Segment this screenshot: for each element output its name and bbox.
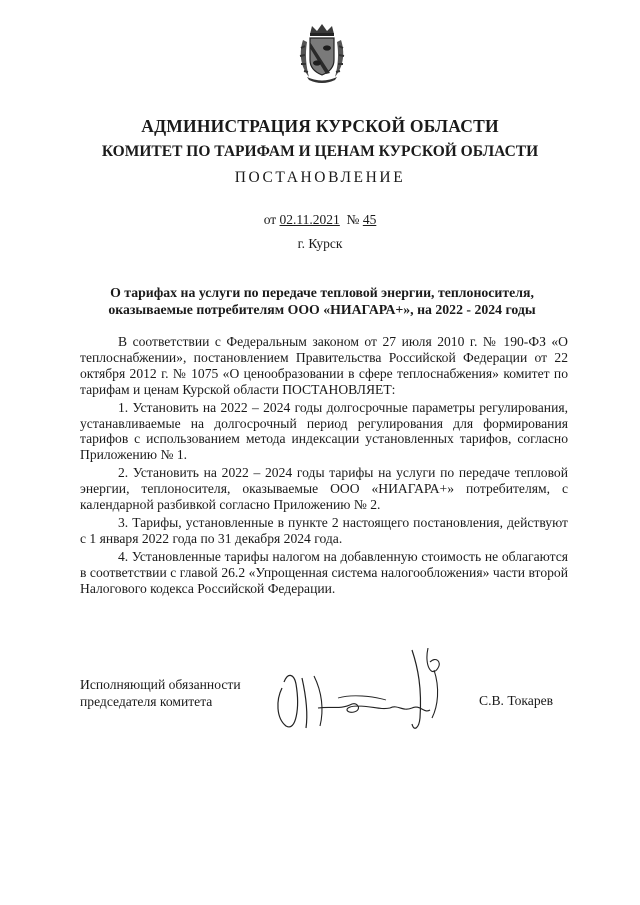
- item-paragraph: 2. Установить на 2022 – 2024 годы тарифы на услуги по передаче тепловой энергии, теплоносителя, оказываемые ООО «НИАГАРА+» потребителям, с календарной разбивкой согласно Приложению № 2.: [80, 465, 568, 513]
- number-prefix: №: [339, 212, 363, 227]
- handwritten-signature: [262, 648, 457, 740]
- date-number-line: [0, 212, 640, 228]
- signer-name: С.В. Токарев: [479, 693, 554, 708]
- document-subject: О тарифах на услуги по передаче тепловой энергии, теплоносителя, оказываемые потребителям ООО «НИАГАРА+», на 2022 - 2024 годы: [108, 285, 536, 317]
- signer-position: [80, 676, 241, 710]
- document-date: 02.11.2021: [279, 212, 340, 227]
- preamble-paragraph: В соответствии с Федеральным законом от 27 июля 2010 г. № 190-ФЗ «О теплоснабжении», постановлением Правительства Российской Федерации от 22 октября 2012 г. № 1075 «О ценообразовании в сфере теплоснабжения» комитет по тарифам и ценам Курской области ПОСТАНОВЛЯЕТ:: [80, 334, 568, 397]
- signer-position-line2: председателя комитета: [80, 694, 213, 709]
- signer-position-line1: Исполняющий обязанности: [80, 677, 241, 692]
- document-number: 45: [362, 212, 377, 227]
- item-paragraph: 3. Тарифы, установленные в пункте 2 настоящего постановления, действуют с 1 января 2022 года по 31 декабря 2024 года.: [80, 514, 568, 546]
- document-type-heading: ПОСТАНОВЛЕНИЕ: [234, 169, 406, 186]
- administration-heading: АДМИНИСТРАЦИЯ КУРСКОЙ ОБЛАСТИ: [141, 116, 499, 136]
- item-paragraph: 1. Установить на 2022 – 2024 годы долгосрочные параметры регулирования, устанавливаемые на долгосрочный период регулирования для формирования тарифов с использованием метода индексации установленных тарифов, согласно Приложению № 1.: [80, 399, 568, 463]
- city-line: г. Курск: [297, 236, 343, 251]
- date-prefix: от: [263, 212, 280, 227]
- document-body: [80, 334, 568, 597]
- item-paragraph: 4. Установленные тарифы налогом на добавленную стоимость не облагаются в соответствии с главой 26.2 «Упрощенная система налогообложения» части второй Налогового кодекса Российской Федерации.: [80, 548, 568, 596]
- committee-heading: КОМИТЕТ ПО ТАРИФАМ И ЦЕНАМ КУРСКОЙ ОБЛАСТИ: [101, 143, 539, 160]
- coat-of-arms-emblem: [297, 22, 347, 84]
